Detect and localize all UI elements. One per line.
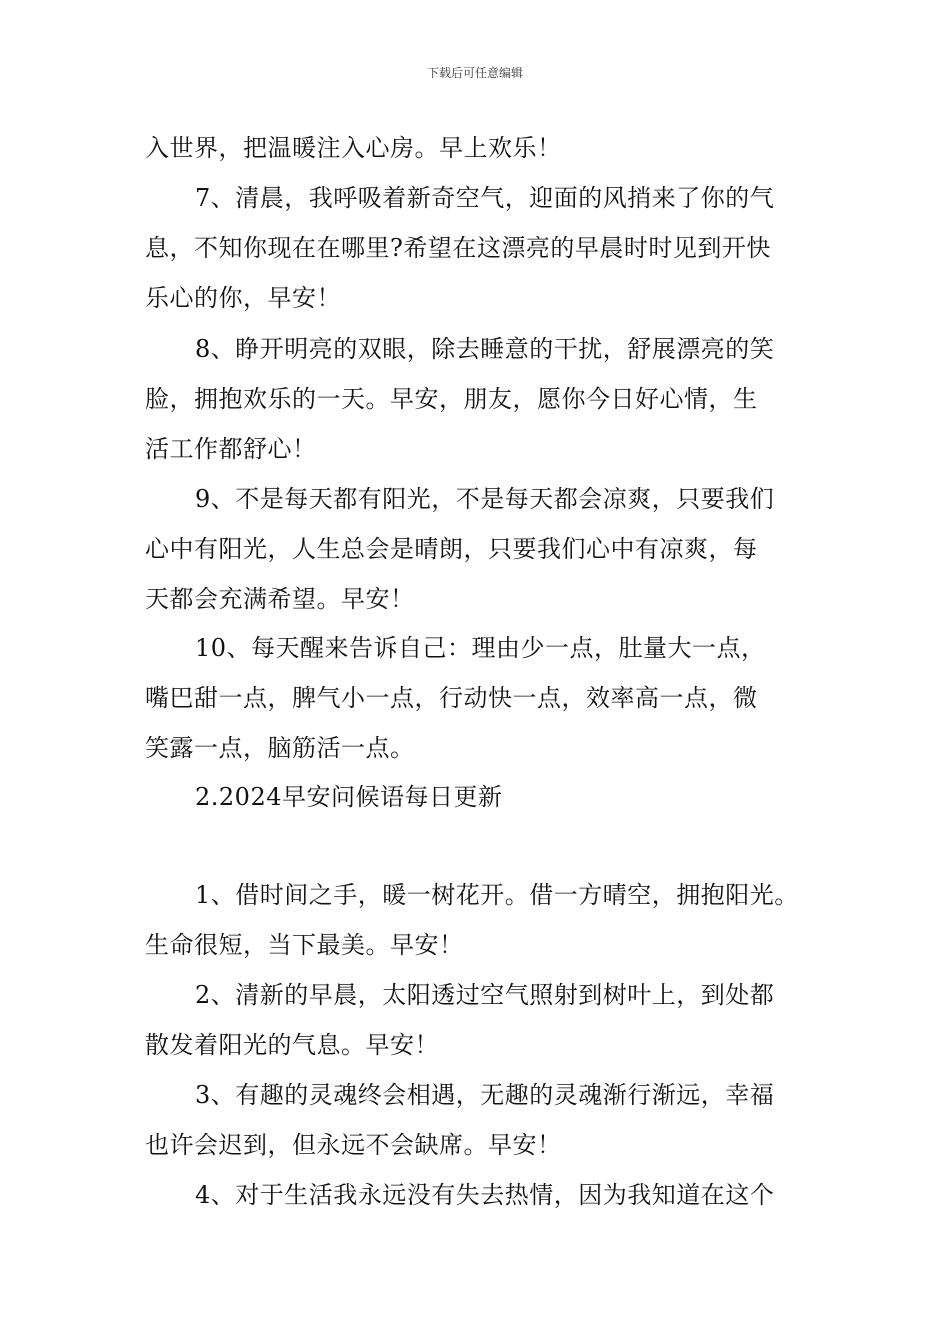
text-line: 3、有趣的灵魂终会相遇，无趣的灵魂渐行渐远，幸福	[195, 1081, 775, 1109]
section-heading: 2.2024早安问候语每日更新	[195, 783, 503, 811]
text-line: 活工作都舒心！	[145, 435, 317, 463]
text-line: 散发着阳光的气息。早安！	[145, 1031, 439, 1059]
text-line: 9、不是每天都有阳光，不是每天都会凉爽，只要我们	[195, 485, 775, 513]
text-line: 乐心的你，早安！	[145, 284, 341, 312]
text-line: 脸，拥抱欢乐的一天。早安，朋友，愿你今日好心情，生	[145, 385, 758, 413]
text-line: 2、清新的早晨，太阳透过空气照射到树叶上，到处都	[195, 981, 775, 1009]
text-line: 生命很短，当下最美。早安！	[145, 931, 464, 959]
text-line: 1、借时间之手，暖一树花开。借一方晴空，拥抱阳光。	[195, 881, 799, 909]
text-line: 心中有阳光，人生总会是晴朗，只要我们心中有凉爽，每	[145, 535, 758, 563]
text-line: 嘴巴甜一点，脾气小一点，行动快一点，效率高一点，微	[145, 684, 758, 712]
text-line: 7、清晨，我呼吸着新奇空气，迎面的风捎来了你的气	[195, 184, 775, 212]
text-line: 天都会充满希望。早安！	[145, 585, 415, 613]
text-line: 10、每天醒来告诉自己：理由少一点，肚量大一点，	[195, 634, 766, 662]
text-line: 入世界，把温暖注入心房。早上欢乐！	[145, 134, 562, 162]
text-line: 8、睁开明亮的双眼，除去睡意的干扰，舒展漂亮的笑	[195, 335, 775, 363]
page-header: 下载后可任意编辑	[426, 66, 523, 80]
text-line: 4、对于生活我永远没有失去热情，因为我知道在这个	[195, 1181, 775, 1209]
text-line: 笑露一点，脑筋活一点。	[145, 734, 415, 762]
text-line: 也许会迟到，但永远不会缺席。早安！	[145, 1131, 562, 1159]
text-line: 息，不知你现在在哪里?希望在这漂亮的早晨时时见到开快	[145, 234, 771, 262]
